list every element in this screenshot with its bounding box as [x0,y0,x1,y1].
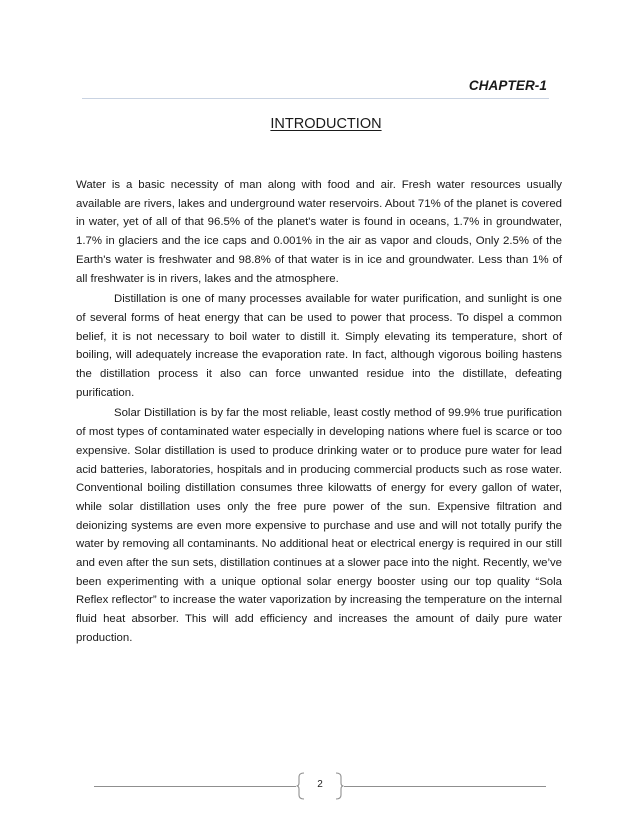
paragraph-1: Water is a basic necessity of man along with food and air. Fresh water resources usually available are rivers, lakes and underground water reservoirs. About 71% of the planet is covered in water, yet of all of that 96.5% of the planet's water is found in oceans, 1.7% in groundwater, 1.7% in glaciers and the ice caps and 0.001% in the air as vapor and clouds, Only 2.5% of the Earth's water is freshwater and 98.8% of that water is in ice and groundwater. Less than 1% of all freshwater is in rivers, lakes and the atmosphere. [76,179,562,285]
header-divider [82,98,549,99]
paragraph-3: Solar Distillation is by far the most reliable, least costly method of 99.9% true purification of most types of contaminated water especially in developing nations where fuel is scarce or too expensive. Solar distillation is used to produce drinking water or to produce pure water for lead acid batteries, laboratories, hospitals and in producing commercial products such as rose water. Conventional boiling distillation consumes three kilowatts of energy for every gallon of water, while solar distillation uses only the free pure power of the sun. Expensive filtration and deionizing systems are even more expensive to purchase and use and will not totally purify the water by removing all contaminants. No additional heat or electrical energy is required in our still and even after the sun sets, distillation continues at a slower pace into the night. Recently, we’ve been experimenting with a unique optional solar energy booster using our top quality “Sola Reflex reflector” to increase the water vaporization by increasing the temperature on the internal fluid heat absorber. This will add efficiency and increases the amount of daily pure water production. [76,407,562,644]
right-bracket-icon [334,772,344,800]
page-footer [94,772,546,802]
footer-rule-right [344,786,546,787]
body-text [76,176,562,648]
paragraph-2: Distillation is one of many processes available for water purification, and sunlight is one of several forms of heat energy that can be used to power that process. To dispel a common belief, it is not necessary to boil water to distill it. Simply elevating its temperature, short of boiling, will adequately increase the evaporation rate. In fact, although vigorous boiling hastens the distillation process it also can force unwanted residue into the distillate, defeating purification. [76,293,562,399]
left-bracket-icon [296,772,306,800]
section-title-text: INTRODUCTION [270,116,382,132]
footer-rule-left [94,786,296,787]
section-title [0,116,638,132]
page-number: 2 [317,779,323,790]
chapter-heading: CHAPTER-1 [468,78,547,93]
